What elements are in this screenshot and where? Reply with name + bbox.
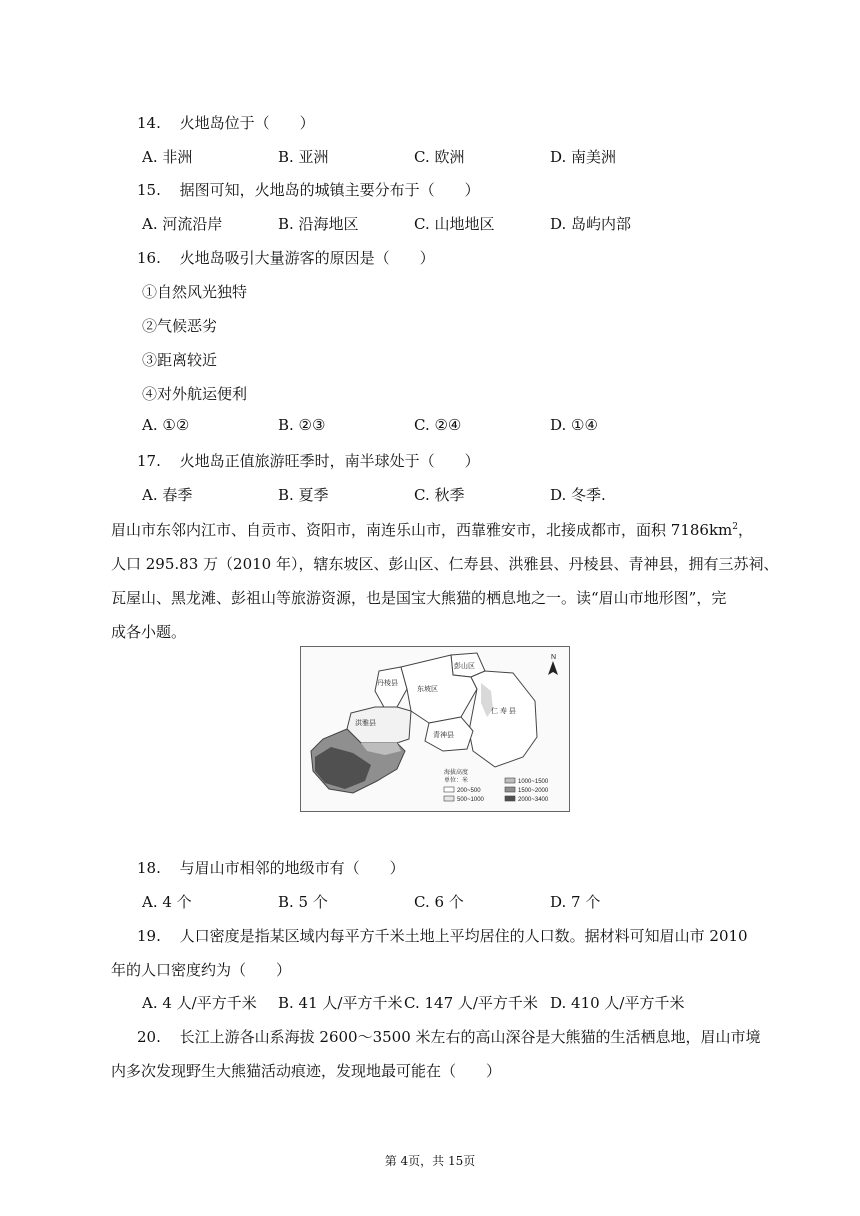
question-number: 14. — [137, 114, 161, 132]
legend-label-4: 1500~2000 — [518, 788, 549, 794]
statement-2: ②气候恶劣 — [142, 317, 218, 335]
legend-label-1: 200~500 — [457, 788, 481, 794]
option-a[interactable]: A. 河流沿岸 — [142, 215, 223, 233]
question-15 — [137, 179, 480, 200]
question-number: 16. — [137, 249, 161, 267]
north-arrow-icon — [548, 661, 558, 675]
option-c[interactable]: C. 6 个 — [414, 893, 464, 911]
option-d[interactable]: D. ①④ — [550, 416, 598, 434]
question-17 — [137, 450, 480, 471]
question-stem-line-1: 长江上游各山系海拔 2600～3500 米左右的高山深谷是大熊猫的生活栖息地，眉山市境 — [179, 1028, 761, 1046]
legend-swatch-2 — [444, 796, 454, 801]
option-c[interactable]: C. 秋季 — [414, 486, 465, 504]
question-stem: 火地岛吸引大量游客的原因是（ ） — [179, 249, 435, 267]
option-a[interactable]: A. 非洲 — [142, 148, 193, 166]
legend-swatch-5 — [505, 796, 515, 801]
question-stem-line-2: 年的人口密度约为（ ） — [111, 961, 292, 979]
legend-swatch-3 — [505, 778, 515, 783]
label-renshou: 仁 寿 县 — [491, 708, 516, 715]
option-c[interactable]: C. ②④ — [414, 416, 462, 434]
statement-3: ③距离较近 — [142, 351, 218, 369]
option-c[interactable]: C. 山地地区 — [414, 215, 495, 233]
option-b[interactable]: B. 5 个 — [278, 893, 328, 911]
question-number: 15. — [137, 181, 161, 199]
option-a[interactable]: A. 春季 — [142, 486, 193, 504]
label-dongpo: 东坡区 — [417, 686, 438, 693]
option-d[interactable]: D. 冬季. — [550, 486, 606, 504]
label-danleng: 丹棱县 — [377, 680, 398, 687]
option-b[interactable]: B. 沿海地区 — [278, 215, 359, 233]
option-d[interactable]: D. 南美洲 — [550, 148, 617, 166]
label-qingshen: 青神县 — [433, 732, 454, 739]
option-c[interactable]: C. 欧洲 — [414, 148, 465, 166]
meishan-terrain-map — [300, 646, 570, 812]
question-14 — [137, 112, 315, 133]
legend-swatch-4 — [505, 787, 515, 792]
map-drawing — [301, 647, 568, 810]
passage-line-3: 瓦屋山、黑龙滩、彭祖山等旅游资源，也是国宝大熊猫的栖息地之一。读“眉山市地形图”，完 — [111, 589, 727, 607]
passage-line-2: 人口 295.83 万（2010 年），辖东坡区、彭山区、仁寿县、洪雅县、丹棱县、青神县，拥有三苏祠、 — [111, 555, 779, 573]
question-18 — [137, 857, 405, 878]
question-number: 20. — [137, 1028, 161, 1046]
option-a[interactable]: A. 4 个 — [142, 893, 192, 911]
label-pengshan: 彭山区 — [454, 663, 475, 670]
option-b[interactable]: B. 41 人/平方千米 — [278, 994, 403, 1012]
region-renshou — [469, 671, 537, 767]
question-stem-line-2: 内多次发现野生大熊猫活动痕迹，发现地最可能在（ ） — [111, 1062, 502, 1080]
passage-line-4: 成各小题。 — [111, 623, 187, 641]
legend-label-2: 500~1000 — [457, 797, 484, 803]
statement-1: ①自然风光独特 — [142, 283, 248, 301]
question-20 — [137, 1026, 761, 1047]
legend-label-3: 1000~1500 — [518, 779, 549, 785]
question-stem: 火地岛正值旅游旺季时，南半球处于（ ） — [179, 452, 480, 470]
north-label: N — [551, 654, 557, 661]
option-d[interactable]: D. 410 人/平方千米 — [550, 994, 685, 1012]
question-stem: 火地岛位于（ ） — [179, 114, 315, 132]
question-stem: 据图可知，火地岛的城镇主要分布于（ ） — [179, 181, 480, 199]
question-stem-line-1: 人口密度是指某区域内每平方千米土地上平均居住的人口数。据材料可知眉山市 2010 — [179, 927, 748, 945]
option-b[interactable]: B. 亚洲 — [278, 148, 329, 166]
passage-line-1: 眉山市东邻内江市、自贡市、资阳市，南连乐山市，西靠雅安市，北接成都市，面积 $7186km^2$， — [111, 521, 754, 539]
option-d[interactable]: D. 岛屿内部 — [550, 215, 632, 233]
legend-swatch-1 — [444, 787, 454, 792]
label-hongya: 洪雅县 — [355, 720, 376, 727]
page-footer: 第 4页，共 15页 — [384, 1154, 476, 1168]
option-d[interactable]: D. 7 个 — [550, 893, 601, 911]
option-a[interactable]: A. 4 人/平方千米 — [142, 994, 257, 1012]
question-number: 17. — [137, 452, 161, 470]
legend-label-5: 2000~3400 — [518, 797, 549, 803]
option-c[interactable]: C. 147 人/平方千米 — [404, 994, 538, 1012]
option-b[interactable]: B. ②③ — [278, 416, 326, 434]
question-number: 19. — [137, 927, 161, 945]
legend-title: 海拔高度 — [444, 770, 469, 776]
legend-unit: 单位：米 — [444, 778, 469, 784]
statement-4: ④对外航运便利 — [142, 385, 248, 403]
question-number: 18. — [137, 859, 161, 877]
option-b[interactable]: B. 夏季 — [278, 486, 329, 504]
question-19 — [137, 925, 748, 946]
option-a[interactable]: A. ①② — [142, 416, 190, 434]
question-16 — [137, 247, 435, 268]
question-stem: 与眉山市相邻的地级市有（ ） — [179, 859, 405, 877]
